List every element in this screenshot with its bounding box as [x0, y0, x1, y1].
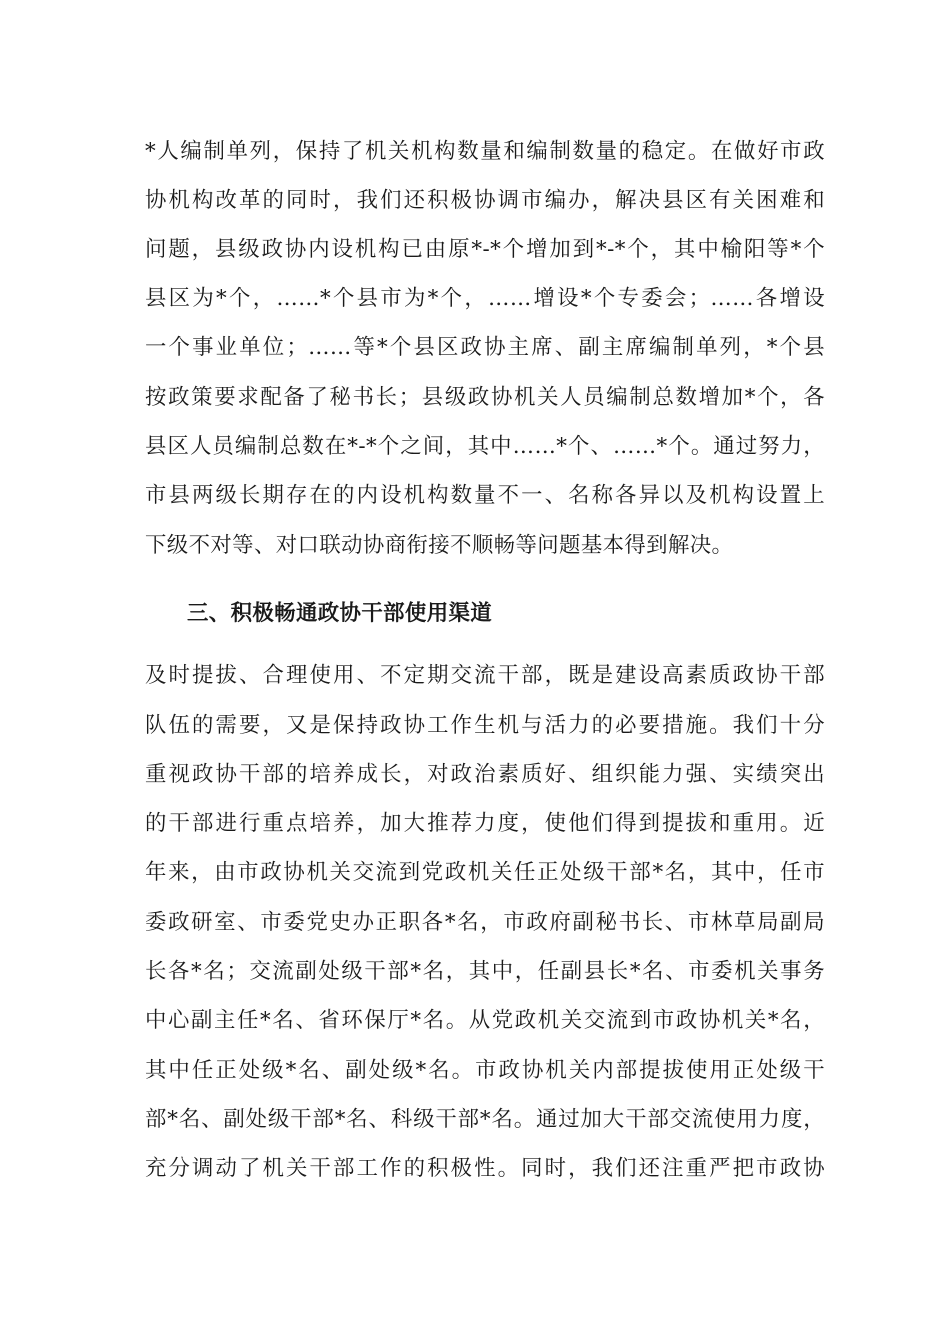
- paragraph-1-line-2: 协机构改革的同时，我们还积极协调市编办，解决县区有关困难和: [145, 188, 825, 213]
- paragraph-1-line-4: 县区为*个，……*个县市为*个，……增设*个专委会；……各增设: [145, 286, 825, 311]
- paragraph-1-line-9: 下级不对等、对口联动协商衔接不顺畅等问题基本得到解决。: [145, 533, 734, 558]
- paragraph-1-line-5: 一个事业单位；……等*个县区政协主席、副主席编制单列，*个县: [145, 335, 825, 360]
- paragraph-2-line-7: 长各*名；交流副处级干部*名，其中，任副县长*名、市委机关事务: [145, 959, 825, 984]
- paragraph-2-line-4: 的干部进行重点培养，加大推荐力度，使他们得到提拔和重用。近: [145, 811, 825, 836]
- paragraph-1-line-6: 按政策要求配备了秘书长；县级政协机关人员编制总数增加*个，各: [145, 385, 825, 410]
- paragraph-2-line-6: 委政研室、市委党史办正职各*名，市政府副秘书长、市林草局副局: [145, 910, 825, 935]
- paragraph-2-line-3: 重视政协干部的培养成长，对政治素质好、组织能力强、实绩突出: [145, 762, 825, 787]
- paragraph-2-line-5: 年来，由市政协机关交流到党政机关任正处级干部*名，其中，任市: [145, 860, 825, 885]
- paragraph-1-line-7: 县区人员编制总数在*-*个之间，其中……*个、……*个。通过努力，: [145, 434, 825, 459]
- paragraph-2-line-8: 中心副主任*名、省环保厅*名。从党政机关交流到市政协机关*名，: [145, 1008, 825, 1033]
- paragraph-1-line-1: *人编制单列，保持了机关机构数量和编制数量的稳定。在做好市政: [145, 139, 825, 164]
- paragraph-2-line-10: 部*名、副处级干部*名、科级干部*名。通过加大干部交流使用力度，: [145, 1107, 825, 1132]
- paragraph-2-line-9: 其中任正处级*名、副处级*名。市政协机关内部提拔使用正处级干: [145, 1058, 825, 1083]
- paragraph-2-line-11: 充分调动了机关干部工作的积极性。同时，我们还注重严把市政协: [145, 1156, 825, 1181]
- section-heading: 三、积极畅通政协干部使用渠道: [187, 601, 493, 626]
- paragraph-2-line-1: 及时提拔、合理使用、不定期交流干部，既是建设高素质政协干部: [145, 663, 825, 688]
- paragraph-2-line-2: 队伍的需要，又是保持政协工作生机与活力的必要措施。我们十分: [145, 713, 825, 738]
- paragraph-1-line-8: 市县两级长期存在的内设机构数量不一、名称各异以及机构设置上: [145, 483, 825, 508]
- paragraph-1-line-3: 问题，县级政协内设机构已由原*-*个增加到*-*个，其中榆阳等*个: [145, 237, 825, 262]
